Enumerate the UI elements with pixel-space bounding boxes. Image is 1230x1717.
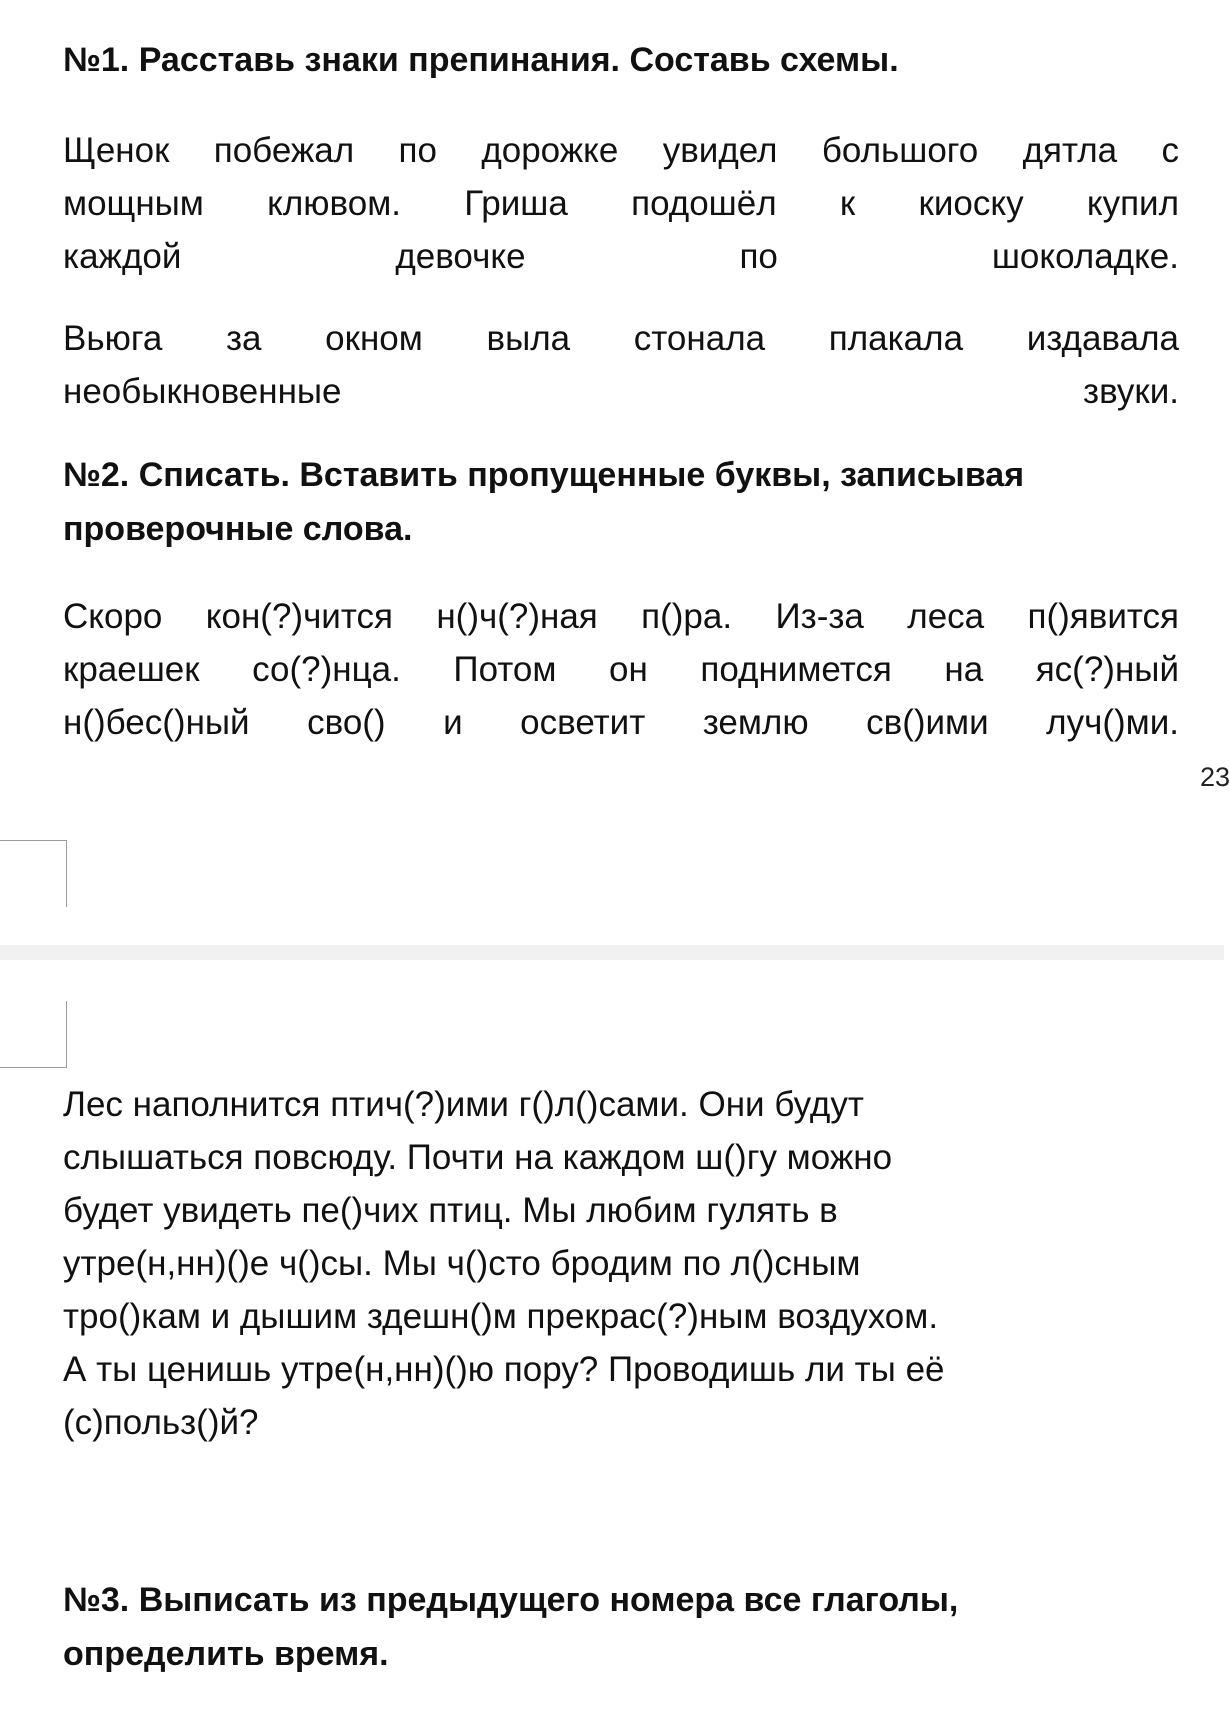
crop-mark-top (0, 840, 67, 907)
task3-heading (63, 1573, 1173, 1681)
text-line: каждой девочке по шоколадке. (63, 237, 1179, 276)
task2-paragraph-1 (63, 590, 1179, 749)
task1-paragraph-2 (63, 312, 1179, 418)
text-line: мощным клювом. Гриша подошёл к киоску купил (63, 184, 1179, 223)
text-line: утре(н,нн)()е ч()сы. Мы ч()сто бродим по л()сным (63, 1244, 861, 1283)
text-line: Вьюга за окном выла стонала плакала издавала (63, 319, 1179, 358)
text-line: краешек со(?)нца. Потом он поднимется на яс(?)ный (63, 650, 1179, 689)
text-line: (с)польз()й? (63, 1403, 259, 1442)
text-line: Скоро кон(?)чится н()ч(?)ная п()ра. Из-за леса п()явится (63, 597, 1179, 636)
text-line: будет увидеть пе()чих птиц. Мы любим гулять в (63, 1191, 838, 1230)
task2-paragraph-2 (63, 1078, 1179, 1449)
page-number: 23 (1200, 762, 1230, 792)
text-line: необыкновенные звуки. (63, 372, 1179, 411)
text-line: А ты ценишь утре(н,нн)()ю пору? Проводишь ли ты её (63, 1350, 945, 1389)
crop-mark-bottom (0, 1001, 67, 1068)
text-line: Лес наполнится птич(?)ими г()л()сами. Они будут (63, 1085, 864, 1124)
text-line: тро()кам и дышим здешн()м прекрас(?)ным воздухом. (63, 1297, 939, 1336)
text-line: Щенок побежал по дорожке увидел большого дятла с (63, 131, 1179, 170)
text-line: слышаться повсюду. Почти на каждом ш()гу можно (63, 1138, 893, 1177)
heading-line: проверочные слова. (63, 510, 413, 548)
task1-heading: №1. Расставь знаки препинания. Составь схемы. (63, 41, 899, 79)
text-line: н()бес()ный сво() и осветит землю св()ими луч()ми. (63, 703, 1179, 742)
heading-line: №2. Списать. Вставить пропущенные буквы, записывая (63, 456, 1025, 494)
heading-line: №3. Выписать из предыдущего номера все глаголы, (63, 1581, 959, 1619)
heading-line: определить время. (63, 1635, 389, 1673)
task2-heading (63, 448, 1173, 556)
page-separator (0, 945, 1224, 960)
task1-paragraph-1 (63, 124, 1179, 283)
